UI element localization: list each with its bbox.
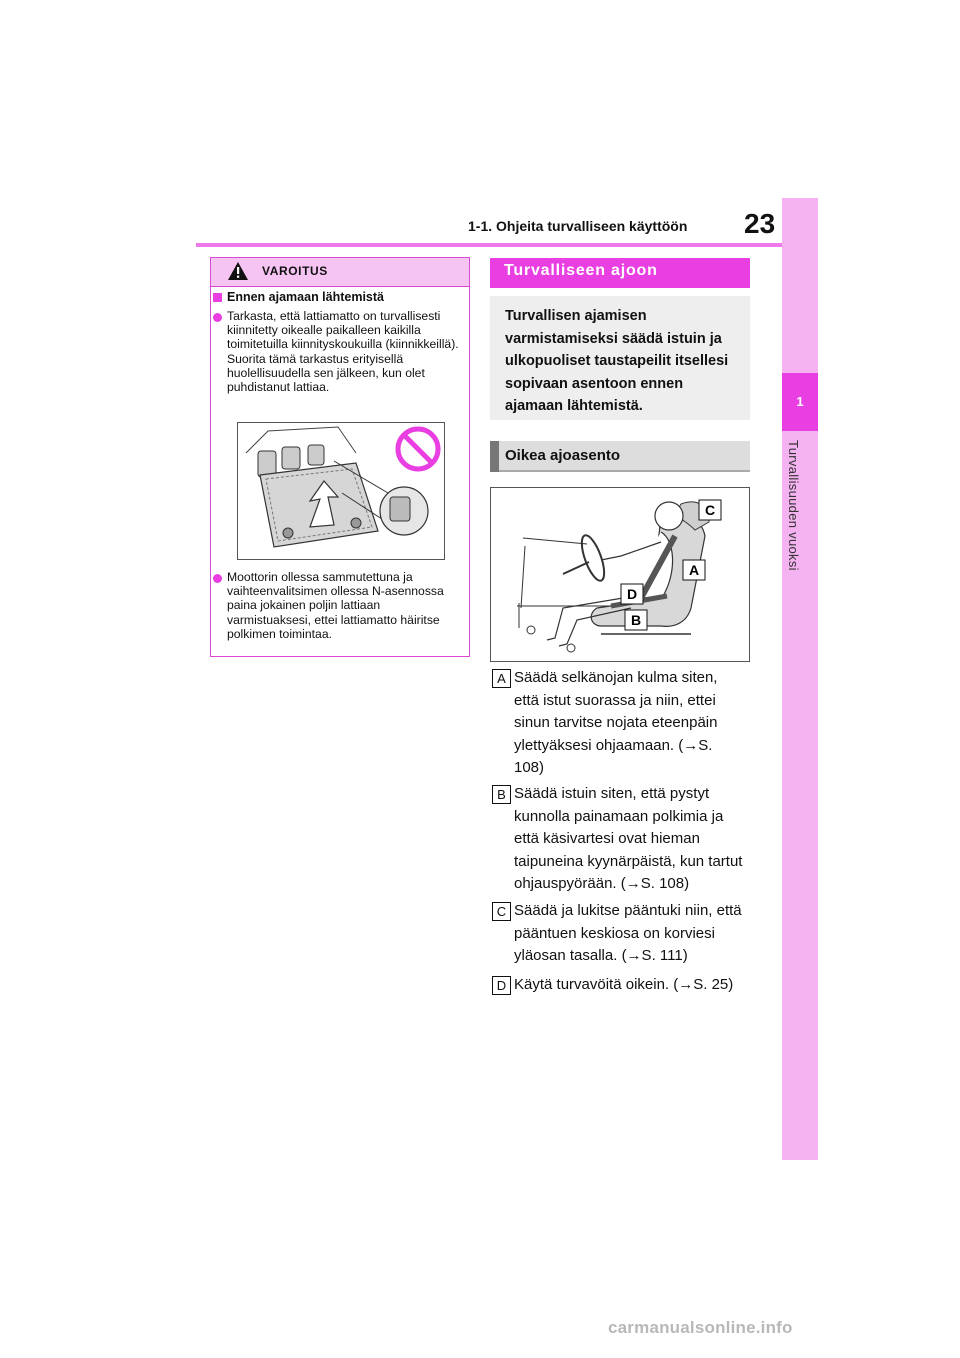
item-tag-a: A [492,669,511,688]
warning-header [211,258,469,287]
warning-title: VAROITUS [262,264,328,278]
item-tag-d: D [492,976,511,995]
item-text-c: Säädä ja lukitse pääntuki niin, että pääntuen keskiosa on korviesi yläosan tasalla. (→S. 111) [514,902,742,964]
figure-label-c: C [704,502,716,518]
item-text-d: Käytä turvavöitä oikein. (→S. 25) [514,976,734,993]
item-tag-c: C [492,902,511,921]
driving-position-illustration [490,487,750,662]
subheading-accent [490,441,499,472]
floor-mat-illustration [237,422,445,560]
section-heading: Turvalliseen ajoon [504,262,658,279]
section-title: 1-1. Ohjeita turvalliseen käyttöön [468,218,688,234]
round-bullet-icon [213,574,222,583]
chapter-number: 1 [796,394,804,409]
subheading: Oikea ajoasento [505,447,621,464]
item-text-a: Säädä selkänojan kulma siten, että istut suorassa ja niin, ettei sinun tarvitse nojata eteenpäin ylettyäksesi ohjaamaan. (→S. 108) [514,669,718,776]
warning-subheading: Ennen ajamaan lähtemistä [227,290,385,304]
round-bullet-icon [213,313,222,322]
figure-label-b: B [630,612,642,628]
square-bullet-icon [213,293,222,302]
chapter-title-vertical [786,440,814,640]
figure-label-a: A [688,562,700,578]
warning-paragraph-2: Moottorin ollessa sammutettuna ja vaihteenvalitsimen ollessa N-asennossa paina jokainen poljin lattiaan varmistuaksesi, ettei lattiamatto häiritse polkimen toimintaa. [227,570,444,641]
watermark: carmanualsonline.info [608,1318,793,1337]
header-rule [196,243,782,247]
item-text-b: Säädä istuin siten, että pystyt kunnolla painamaan polkimia ja että käsivartesi ovat hieman taipuneina kyynärpäistä, kun tartut ohjauspyörään. (→S. 108) [514,785,743,892]
chapter-title: Turvallisuuden vuoksi [786,440,801,571]
chapter-side-tab [782,198,818,1160]
figure-label-d: D [626,586,638,602]
item-tag-b: B [492,785,511,804]
intro-text: Turvallisen ajamisen varmistamiseksi säädä istuin ja ulkopuoliset taustapeilit itsellesi sopivaan asentoon ennen ajamaan lähtemistä. [505,308,729,415]
warning-triangle-icon [227,261,249,286]
page-number: 23 [744,208,776,239]
warning-paragraph-1: Tarkasta, että lattiamatto on turvallisesti kiinnitetty oikealle paikalleen kaikilla toimitetuilla kiinnityskoukuilla (kiinnikkeillä). Suorita tämä tarkastus erityisellä huolellisuudella sen jälkeen, kun olet puhdistanut lattiaa. [227,309,459,395]
